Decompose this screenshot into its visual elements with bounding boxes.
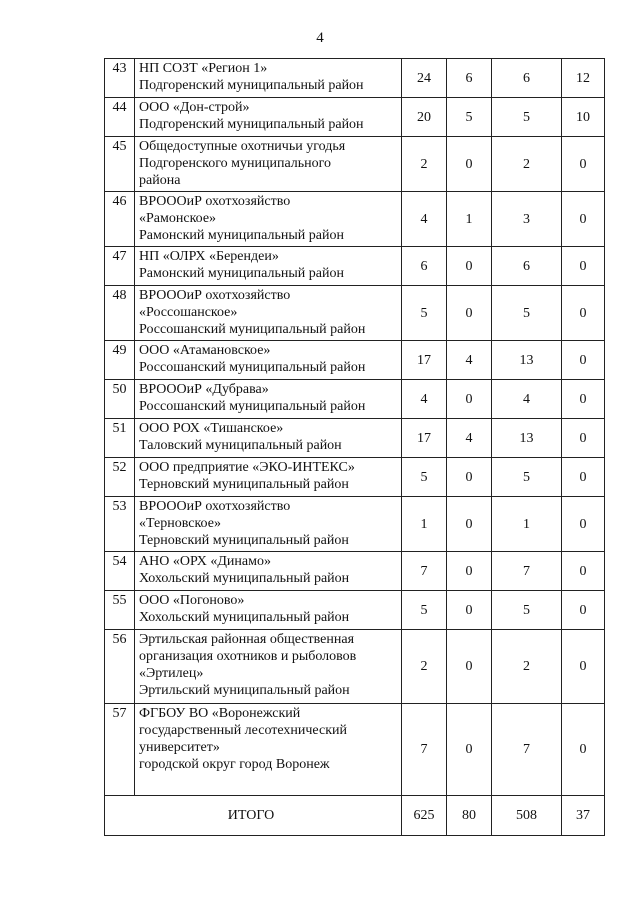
value-cell-4: 0 [562, 630, 605, 704]
organization-line: «Россошанское» [139, 305, 238, 320]
table-row [105, 59, 605, 98]
value-cell-3: 2 [492, 137, 562, 192]
organization-line: ФГБОУ ВО «Воронежский [139, 706, 301, 721]
organization-cell [135, 286, 402, 341]
value-cell-2: 0 [447, 458, 492, 497]
value-cell-4: 0 [562, 192, 605, 247]
row-number: 49 [105, 341, 135, 380]
organization-line: НП «ОЛРХ «Берендеи» [139, 249, 279, 264]
value-cell-4: 0 [562, 380, 605, 419]
organization-line: городской округ город Воронеж [139, 757, 330, 772]
hunting-grounds-table [104, 58, 605, 836]
organization-line: Подгоренский муниципальный район [139, 78, 364, 93]
value-cell-1: 1 [402, 497, 447, 552]
value-cell-4: 10 [562, 98, 605, 137]
row-number: 47 [105, 247, 135, 286]
organization-line: Россошанский муниципальный район [139, 360, 366, 375]
row-number: 46 [105, 192, 135, 247]
value-cell-4: 0 [562, 286, 605, 341]
value-cell-3: 7 [492, 552, 562, 591]
table-row [105, 704, 605, 796]
organization-cell [135, 98, 402, 137]
value-cell-4: 0 [562, 552, 605, 591]
total-row [105, 796, 605, 836]
organization-line: ООО предприятие «ЭКО-ИНТЕКС» [139, 460, 355, 475]
organization-line: Общедоступные охотничьи угодья [139, 139, 346, 154]
value-cell-3: 13 [492, 419, 562, 458]
value-cell-3: 3 [492, 192, 562, 247]
organization-cell [135, 458, 402, 497]
value-cell-3: 5 [492, 591, 562, 630]
organization-line: государственный лесотехнический [139, 723, 347, 738]
table-row [105, 98, 605, 137]
value-cell-4: 0 [562, 247, 605, 286]
value-cell-2: 5 [447, 98, 492, 137]
organization-line: НП СОЗТ «Регион 1» [139, 61, 268, 76]
value-cell-2: 0 [447, 552, 492, 591]
organization-line: ВРОООиР охотхозяйство [139, 499, 291, 514]
row-number: 44 [105, 98, 135, 137]
organization-line: «Рамонское» [139, 211, 217, 226]
organization-line: Эртильская районная общественная [139, 632, 355, 647]
organization-cell [135, 419, 402, 458]
organization-line: ООО «Атамановское» [139, 343, 271, 358]
organization-cell [135, 137, 402, 192]
organization-line: ВРОООиР охотхозяйство [139, 194, 291, 209]
value-cell-3: 6 [492, 247, 562, 286]
row-number: 43 [105, 59, 135, 98]
value-cell-4: 0 [562, 341, 605, 380]
table-row [105, 458, 605, 497]
value-cell-2: 0 [447, 137, 492, 192]
organization-cell [135, 704, 402, 796]
organization-line: «Терновское» [139, 516, 221, 531]
organization-line: ВРОООиР охотхозяйство [139, 288, 291, 303]
organization-cell [135, 380, 402, 419]
table-row [105, 419, 605, 458]
organization-cell [135, 630, 402, 704]
organization-line: ООО РОХ «Тишанское» [139, 421, 284, 436]
organization-cell [135, 591, 402, 630]
organization-line: организация охотников и рыболовов [139, 649, 357, 664]
value-cell-3: 5 [492, 98, 562, 137]
value-cell-1: 2 [402, 137, 447, 192]
value-cell-2: 0 [447, 286, 492, 341]
value-cell-1: 2 [402, 630, 447, 704]
table-row [105, 341, 605, 380]
value-cell-2: 4 [447, 419, 492, 458]
organization-line: Рамонский муниципальный район [139, 228, 344, 243]
value-cell-1: 5 [402, 458, 447, 497]
value-cell-1: 4 [402, 380, 447, 419]
table-row [105, 247, 605, 286]
table-row [105, 552, 605, 591]
value-cell-4: 0 [562, 137, 605, 192]
organization-line: университет» [139, 740, 220, 755]
organization-cell [135, 192, 402, 247]
value-cell-3: 5 [492, 286, 562, 341]
value-cell-4: 0 [562, 704, 605, 796]
organization-line: Хохольский муниципальный район [139, 571, 350, 586]
organization-line: ООО «Погоново» [139, 593, 245, 608]
value-cell-4: 0 [562, 591, 605, 630]
row-number: 48 [105, 286, 135, 341]
value-cell-2: 0 [447, 497, 492, 552]
value-cell-3: 7 [492, 704, 562, 796]
value-cell-3: 2 [492, 630, 562, 704]
value-cell-1: 7 [402, 552, 447, 591]
table-row [105, 591, 605, 630]
organization-line: района [139, 173, 181, 188]
organization-line: Рамонский муниципальный район [139, 266, 344, 281]
table-row [105, 286, 605, 341]
total-value-4: 37 [562, 796, 605, 836]
organization-line: Подгоренского муниципального [139, 156, 332, 171]
organization-line: Таловский муниципальный район [139, 438, 342, 453]
organization-cell [135, 552, 402, 591]
value-cell-3: 6 [492, 59, 562, 98]
organization-line: АНО «ОРХ «Динамо» [139, 554, 271, 569]
row-number: 53 [105, 497, 135, 552]
total-value-3: 508 [492, 796, 562, 836]
row-number: 56 [105, 630, 135, 704]
value-cell-4: 0 [562, 419, 605, 458]
organization-cell [135, 59, 402, 98]
total-value-1: 625 [402, 796, 447, 836]
organization-line: Россошанский муниципальный район [139, 322, 366, 337]
value-cell-1: 4 [402, 192, 447, 247]
organization-cell [135, 341, 402, 380]
organization-cell [135, 247, 402, 286]
table-row [105, 497, 605, 552]
value-cell-1: 17 [402, 341, 447, 380]
value-cell-4: 12 [562, 59, 605, 98]
value-cell-4: 0 [562, 458, 605, 497]
value-cell-2: 1 [447, 192, 492, 247]
value-cell-2: 0 [447, 630, 492, 704]
row-number: 54 [105, 552, 135, 591]
value-cell-2: 0 [447, 247, 492, 286]
organization-line: Хохольский муниципальный район [139, 610, 350, 625]
organization-line: ООО «Дон-строй» [139, 100, 250, 115]
total-value-2: 80 [447, 796, 492, 836]
total-label: ИТОГО [105, 796, 402, 836]
organization-cell [135, 497, 402, 552]
value-cell-4: 0 [562, 497, 605, 552]
value-cell-1: 17 [402, 419, 447, 458]
row-number: 51 [105, 419, 135, 458]
value-cell-3: 4 [492, 380, 562, 419]
table-row [105, 192, 605, 247]
row-number: 52 [105, 458, 135, 497]
value-cell-1: 20 [402, 98, 447, 137]
value-cell-1: 6 [402, 247, 447, 286]
organization-line: Терновский муниципальный район [139, 477, 349, 492]
row-number: 55 [105, 591, 135, 630]
organization-line: «Эртилец» [139, 666, 204, 681]
value-cell-1: 5 [402, 591, 447, 630]
value-cell-3: 5 [492, 458, 562, 497]
row-number: 57 [105, 704, 135, 796]
value-cell-3: 1 [492, 497, 562, 552]
row-number: 45 [105, 137, 135, 192]
value-cell-2: 6 [447, 59, 492, 98]
value-cell-2: 4 [447, 341, 492, 380]
value-cell-1: 24 [402, 59, 447, 98]
table-row [105, 630, 605, 704]
page-number: 4 [316, 30, 324, 46]
organization-line: Подгоренский муниципальный район [139, 117, 364, 132]
value-cell-2: 0 [447, 591, 492, 630]
organization-line: ВРОООиР «Дубрава» [139, 382, 269, 397]
table-row [105, 137, 605, 192]
table-row [105, 380, 605, 419]
organization-line: Терновский муниципальный район [139, 533, 349, 548]
value-cell-1: 5 [402, 286, 447, 341]
table-body [105, 59, 605, 836]
value-cell-2: 0 [447, 704, 492, 796]
value-cell-2: 0 [447, 380, 492, 419]
row-number: 50 [105, 380, 135, 419]
organization-line: Эртильский муниципальный район [139, 683, 350, 698]
value-cell-1: 7 [402, 704, 447, 796]
organization-line: Россошанский муниципальный район [139, 399, 366, 414]
value-cell-3: 13 [492, 341, 562, 380]
